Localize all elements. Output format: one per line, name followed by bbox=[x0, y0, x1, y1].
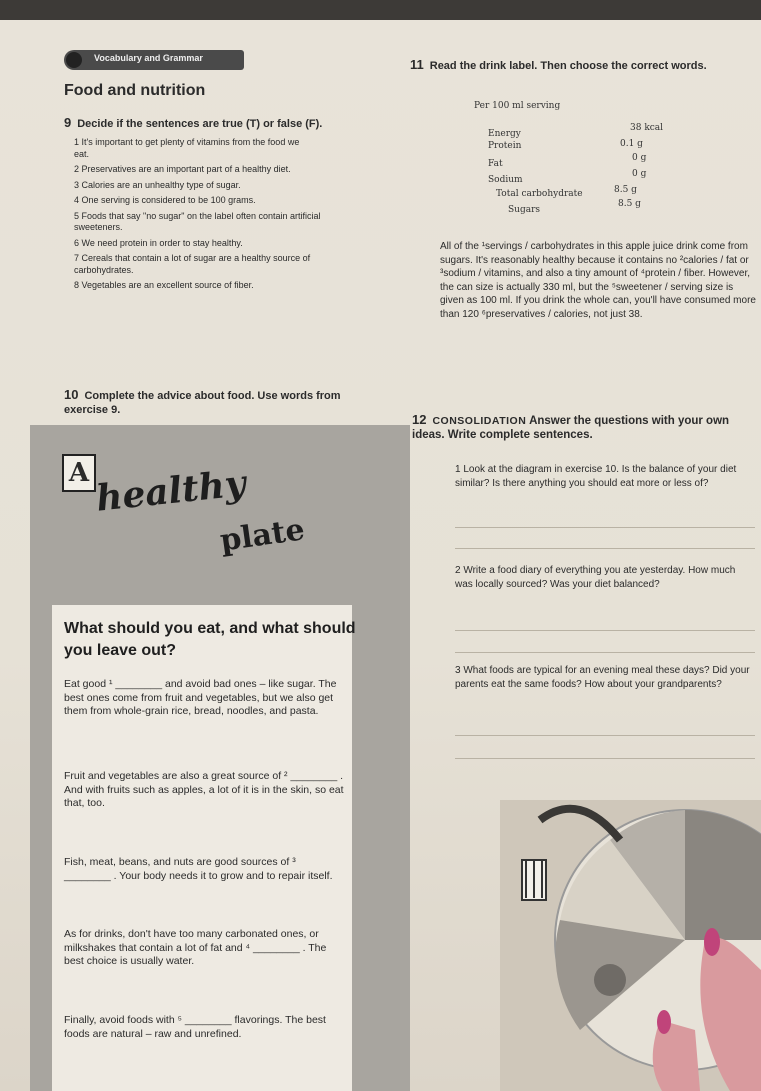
poster-a-letter: A bbox=[62, 454, 96, 492]
label-row-value: 0 g bbox=[632, 169, 647, 179]
section-tag bbox=[64, 50, 244, 70]
ex9-heading bbox=[64, 116, 394, 131]
ex9-item: 3 Calories are an unhealthy type of sugar. bbox=[74, 179, 241, 190]
answer-line[interactable] bbox=[455, 735, 755, 736]
ex9-item: 1 It's important to get plenty of vitamins from the food we eat. bbox=[74, 137, 300, 159]
ex10-instruction: Complete the advice about food. Use words from exercise 9. bbox=[64, 390, 341, 416]
label-row-value: 8.5 g bbox=[614, 185, 637, 195]
ex9-item: 2 Preservatives are an important part of a healthy diet. bbox=[74, 164, 291, 174]
ex11-instruction: Read the drink label. Then choose the correct words. bbox=[429, 60, 707, 72]
poster-paragraph: As for drinks, don't have too many carbonated ones, or milkshakes that contain a lot of fat and ⁴ ________ . The best choice is usually water. bbox=[64, 928, 327, 967]
tag-bullet-icon bbox=[66, 52, 82, 68]
poster-heading: What should you eat, and what should you leave out? bbox=[64, 620, 356, 659]
label-row-name: Energy bbox=[488, 129, 521, 139]
fingernail-icon bbox=[657, 1010, 671, 1034]
plate-illustration bbox=[500, 800, 761, 1091]
ex11-number: 11 bbox=[410, 57, 424, 72]
ex9-item: 6 We need protein in order to stay healthy. bbox=[74, 237, 243, 248]
ex12-number: 12 bbox=[412, 412, 427, 427]
ex9-item: 4 One serving is considered to be 100 grams. bbox=[74, 195, 256, 205]
answer-line[interactable] bbox=[455, 630, 755, 631]
ex9-item: 8 Vegetables are an excellent source of fiber. bbox=[74, 280, 254, 290]
label-row-value: 0 g bbox=[632, 153, 647, 163]
label-row-name: Fat bbox=[488, 159, 503, 169]
drink-label bbox=[440, 95, 690, 225]
ex12-instruction: Answer the questions with your own ideas. Write complete sentences. bbox=[412, 415, 730, 441]
ex10-heading bbox=[64, 388, 384, 417]
ex11-paragraph: All of the ¹servings / carbohydrates in this apple juice drink come from sugars. It's reasonably healthy because it contains no ²calories / fat or ³sodium / vitamins, and also a tiny amount of ⁴protein / fiber. However, the can size is actually 330 ml, but the ⁵sweetener / serving size is given as 100 ml. If you drink the whole can, you'll have consumed more than 120 ⁶preservatives / calories, not just 38. bbox=[440, 241, 756, 320]
answer-line[interactable] bbox=[455, 548, 755, 549]
answer-line[interactable] bbox=[455, 527, 755, 528]
label-row-value: 0.1 g bbox=[620, 139, 643, 149]
ex11-heading bbox=[410, 58, 755, 73]
label-row-name: Sugars bbox=[508, 205, 541, 215]
plate-segment bbox=[685, 810, 761, 940]
ex12-question: 3 What foods are typical for an evening meal these days? Did your parents eat the same foods? How about your grandparents? bbox=[455, 665, 750, 690]
poster-paragraph: Eat good ¹ ________ and avoid bad ones – like sugar. The best ones come from fruit and vegetables, but we also get them from whole-grain rice, bread, noodles, and pasta. bbox=[64, 678, 337, 717]
food-icon bbox=[594, 964, 626, 996]
poster-plate-word: plate bbox=[217, 512, 307, 559]
poster-paragraph: Finally, avoid foods with ⁵ ________ flavorings. The best foods are natural – raw and unrefined. bbox=[64, 1014, 326, 1040]
ex12-question: 1 Look at the diagram in exercise 10. Is the balance of your diet similar? Is there anything you should eat more or less of? bbox=[455, 464, 737, 489]
poster-paragraph: Fish, meat, beans, and nuts are good sources of ³ ________ . Your body needs it to grow and to repair itself. bbox=[64, 856, 333, 882]
label-header: Per 100 ml serving bbox=[474, 101, 561, 111]
ex10-number: 10 bbox=[64, 387, 79, 402]
label-row-name: Sodium bbox=[488, 175, 523, 185]
label-row-value: 38 kcal bbox=[630, 123, 664, 133]
answer-line[interactable] bbox=[455, 758, 755, 759]
poster-paragraph: Fruit and vegetables are also a great source of ² ________ . And with fruits such as apples, a lot of it is in the skin, so eat that, too. bbox=[64, 770, 344, 809]
ex9-item: 7 Cereals that contain a lot of sugar are a healthy source of carbohydrates. bbox=[74, 253, 311, 275]
ex9-number: 9 bbox=[64, 115, 72, 130]
answer-line[interactable] bbox=[455, 652, 755, 653]
label-row-value: 8.5 g bbox=[618, 199, 641, 209]
ex9-instruction: Decide if the sentences are true (T) or false (F). bbox=[77, 118, 323, 130]
label-row-name: Total carbohydrate bbox=[496, 189, 583, 199]
tag-label: Vocabulary and Grammar bbox=[94, 53, 203, 63]
ex12-heading bbox=[412, 413, 757, 442]
poster-healthy-word: healthy bbox=[94, 462, 248, 520]
ex9-item: 5 Foods that say "no sugar" on the label often contain artificial sweeteners. bbox=[74, 210, 321, 232]
page-title: Food and nutrition bbox=[64, 82, 206, 99]
label-row-name: Protein bbox=[488, 141, 522, 151]
fingernail-icon bbox=[704, 928, 720, 956]
ex12-question: 2 Write a food diary of everything you ate yesterday. How much was locally sourced? Was your diet balanced? bbox=[455, 565, 736, 590]
ex12-title: CONSOLIDATION bbox=[432, 415, 527, 427]
ex9-list bbox=[74, 137, 374, 296]
